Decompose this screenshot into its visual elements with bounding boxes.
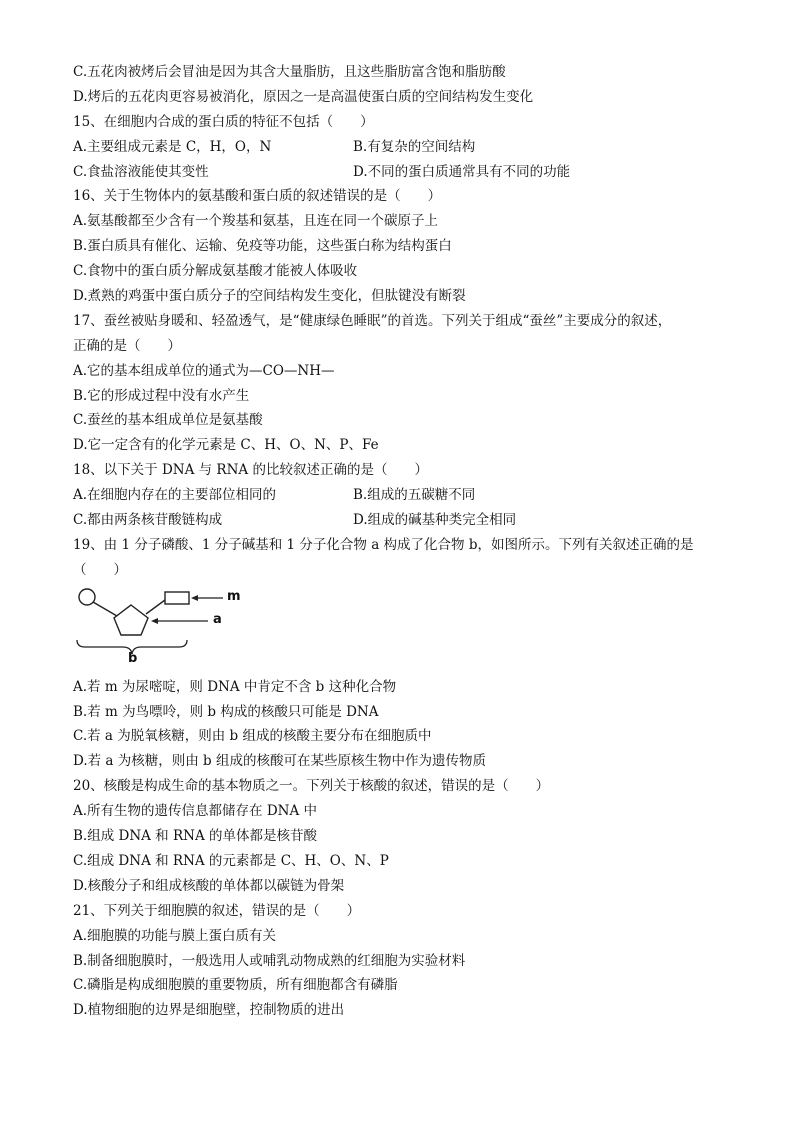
base-rectangle — [165, 592, 189, 604]
exam-page — [73, 60, 733, 1023]
option-d: D.核酸分子和组成核酸的单体都以碳链为骨架 — [73, 877, 345, 894]
question-20: 20、核酸是构成生命的基本物质之一。下列关于核酸的叙述，错误的是（ ） — [73, 778, 550, 795]
option-a: A.主要组成元素是 C，H，O，N — [73, 138, 272, 155]
question-19: 19、由 1 分子磷酸、1 分子碱基和 1 分子化合物 a 构成了化合物 b，如图所示。下列有关叙述正确的是 — [73, 536, 694, 553]
option-b: B.组成的五碳糖不同 — [353, 487, 476, 504]
option-b: B.若 m 为鸟嘌呤，则 b 构成的核酸只可能是 DNA — [73, 703, 379, 720]
question-15: 15、在细胞内合成的蛋白质的特征不包括（ ） — [73, 113, 374, 130]
arrow-a-head — [151, 618, 158, 624]
option-d: D.组成的碱基种类完全相同 — [353, 512, 517, 529]
option-row — [73, 160, 733, 185]
option-row — [73, 483, 733, 508]
option-a: A.它的基本组成单位的通式为—CO—NH— — [73, 362, 335, 379]
nucleotide-diagram — [73, 585, 733, 669]
option-a: A.氨基酸都至少含有一个羧基和氨基，且连在同一个碳原子上 — [73, 213, 439, 230]
option-c: C.食盐溶液能使其变性 — [73, 163, 209, 180]
label-m: m — [227, 588, 241, 604]
question-18: 18、以下关于 DNA 与 RNA 的比较叙述正确的是（ ） — [73, 462, 428, 479]
option-c: C.若 a 为脱氧核糖，则由 b 组成的核酸主要分布在细胞质中 — [73, 728, 432, 745]
arrow-m-head — [191, 595, 198, 601]
option-b: B.组成 DNA 和 RNA 的单体都是核苷酸 — [73, 828, 317, 845]
option-c: C.蚕丝的基本组成单位是氨基酸 — [73, 412, 263, 429]
option-b: B.制备细胞膜时，一般选用人或哺乳动物成熟的红细胞为实验材料 — [73, 952, 466, 969]
bond-line — [146, 600, 165, 614]
question-17-cont: 正确的是（ ） — [73, 337, 181, 354]
option-c: C.都由两条核苷酸链构成 — [73, 512, 223, 529]
option-row — [73, 508, 733, 533]
option-row — [73, 135, 733, 160]
option-text: C.五花肉被烤后会冒油是因为其含大量脂肪，且这些脂肪富含饱和脂肪酸 — [73, 64, 506, 80]
option-b: B.它的形成过程中没有水产生 — [73, 387, 250, 404]
option-c: C.食物中的蛋白质分解成氨基酸才能被人体吸收 — [73, 263, 358, 280]
question-21: 21、下列关于细胞膜的叙述，错误的是（ ） — [73, 902, 361, 919]
option-a: A.若 m 为尿嘧啶，则 DNA 中肯定不含 b 这种化合物 — [73, 678, 397, 695]
question-17: 17、蚕丝被贴身暖和、轻盈透气，是“健康绿色睡眠”的首选。下列关于组成“蚕丝”主要成分的叙述， — [73, 312, 672, 329]
option-a: A.在细胞内存在的主要部位相同的 — [73, 487, 277, 504]
label-a: a — [213, 611, 222, 627]
option-d: D.若 a 为核糖，则由 b 组成的核酸可在某些原核生物中作为遗传物质 — [73, 753, 486, 770]
option-c: C.组成 DNA 和 RNA 的元素都是 C、H、O、N、P — [73, 852, 389, 869]
option-d: D.植物细胞的边界是细胞壁，控制物质的进出 — [73, 1002, 345, 1019]
question-16: 16、关于生物体内的氨基酸和蛋白质的叙述错误的是（ ） — [73, 188, 442, 205]
option-c: C.磷脂是构成细胞膜的重要物质，所有细胞都含有磷脂 — [73, 977, 398, 994]
option-b: B.蛋白质具有催化、运输、免疫等功能，这些蛋白称为结构蛋白 — [73, 238, 452, 255]
phosphate-circle — [79, 589, 95, 605]
nucleotide-diagram-svg — [73, 585, 273, 669]
option-a: A.所有生物的遗传信息都储存在 DNA 中 — [73, 803, 318, 820]
option-d: D.不同的蛋白质通常具有不同的功能 — [353, 163, 571, 180]
question-19-cont: （ ） — [73, 561, 127, 578]
option-d: D.它一定含有的化学元素是 C、H、O、N、P、Fe — [73, 437, 379, 454]
option-text: D.烤后的五花肉更容易被消化，原因之一是高温使蛋白质的空间结构发生变化 — [73, 88, 534, 105]
option-b: B.有复杂的空间结构 — [353, 138, 476, 155]
option-a: A.细胞膜的功能与膜上蛋白质有关 — [73, 927, 277, 944]
label-b: b — [128, 650, 138, 666]
bond-line — [93, 602, 117, 616]
option-d: D.煮熟的鸡蛋中蛋白质分子的空间结构发生变化，但肽键没有断裂 — [73, 288, 466, 305]
pentose-pentagon — [114, 605, 148, 635]
